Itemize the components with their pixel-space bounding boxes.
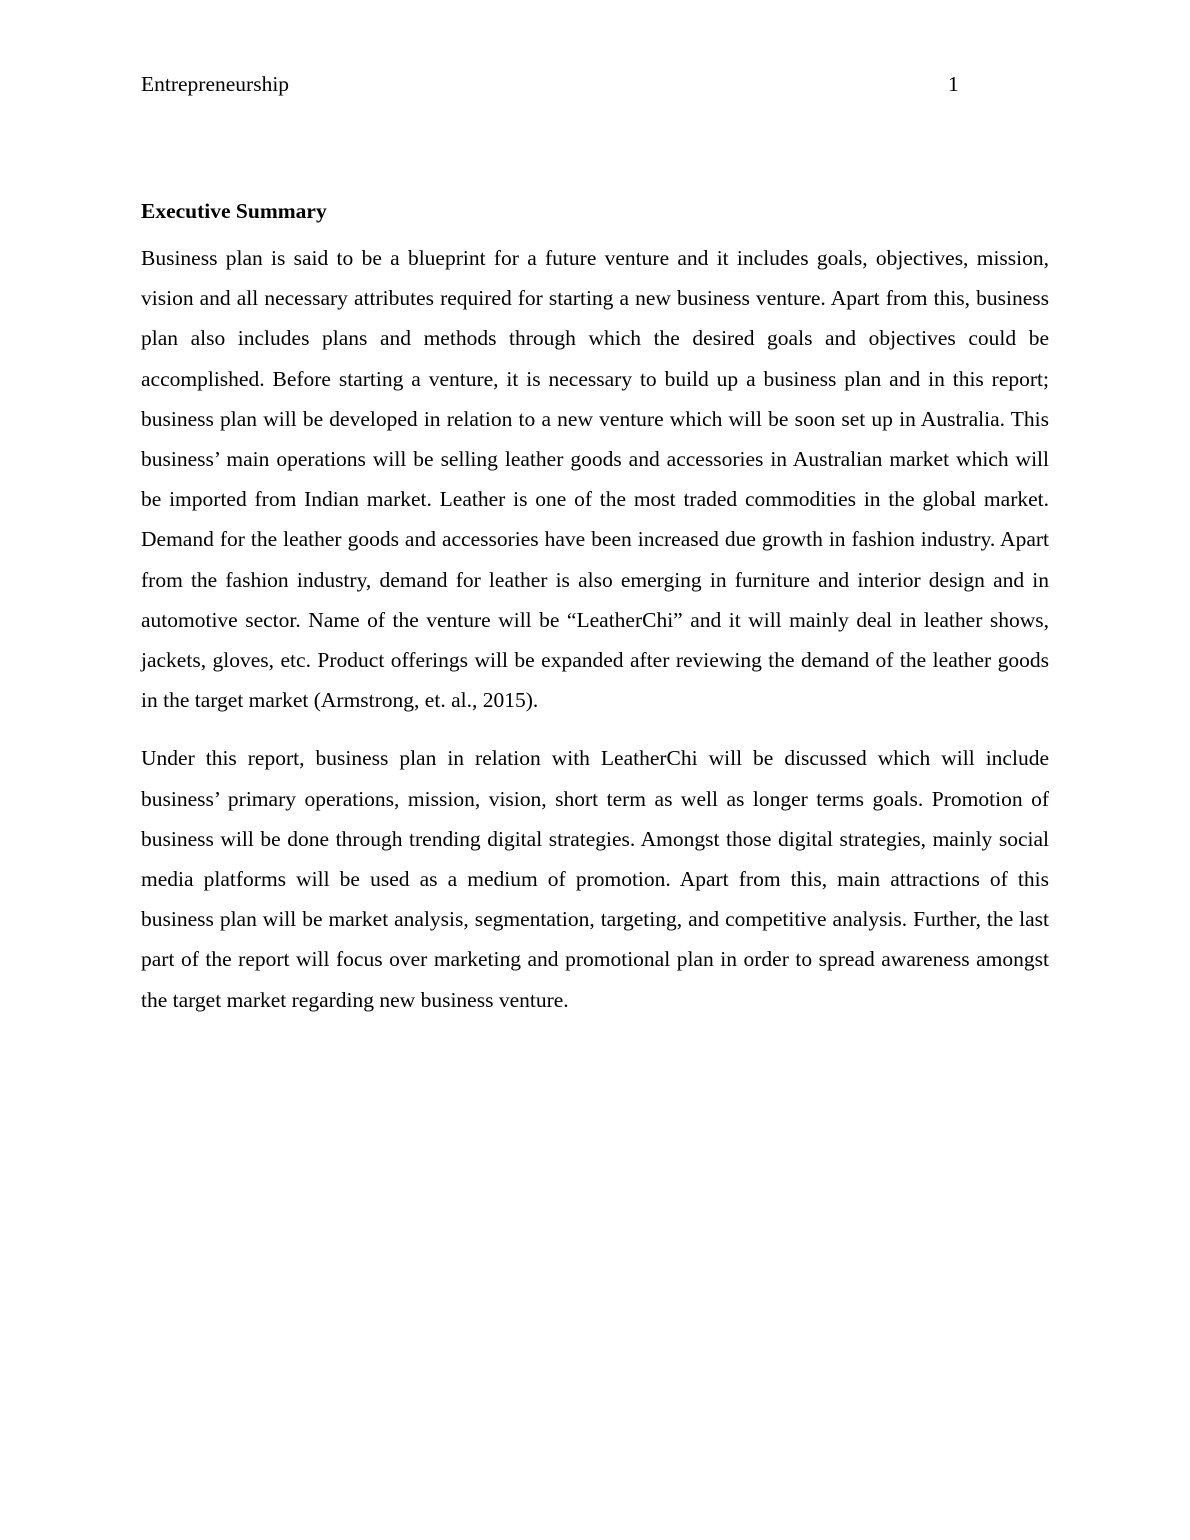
running-head: Entrepreneurship — [141, 72, 290, 96]
page-number: 1 — [948, 72, 959, 96]
section-heading: Executive Summary — [141, 199, 327, 223]
paragraph-1: Business plan is said to be a blueprint for a future venture and it includes goals, objectives, mission, vision and all necessary attributes required for starting a new business venture. Apart from this, business plan also includes plans and methods through which the desired goals and objectives could be accomplished. Before starting a venture, it is necessary to build up a business plan and in this report; business plan will be developed in relation to a new venture which will be soon set up in Australia. This business’ main operations will be selling leather goods and accessories in Australian market which will be imported from Indian market. Leather is one of the most traded commodities in the global market. Demand for the leather goods and accessories have been increased due growth in fashion industry. Apart from the fashion industry, demand for leather is also emerging in furniture and interior design and in automotive sector. Name of the venture will be “LeatherChi” and it will mainly deal in leather shows, jackets, gloves, etc. Product offerings will be expanded after reviewing the demand of the leather goods in the target market (Armstrong, et. al., 2015). — [141, 246, 1049, 713]
paragraph-2: Under this report, business plan in relation with LeatherChi will be discussed which will include business’ primary operations, mission, vision, short term as well as longer terms goals. Promotion of business will be done through trending digital strategies. Amongst those digital strategies, mainly social media platforms will be used as a medium of promotion. Apart from this, main attractions of this business plan will be market analysis, segmentation, targeting, and competitive analysis. Further, the last part of the report will focus over marketing and promotional plan in order to spread awareness amongst the target market regarding new business venture. — [141, 746, 1049, 1012]
executive-summary-section — [141, 196, 1049, 1020]
